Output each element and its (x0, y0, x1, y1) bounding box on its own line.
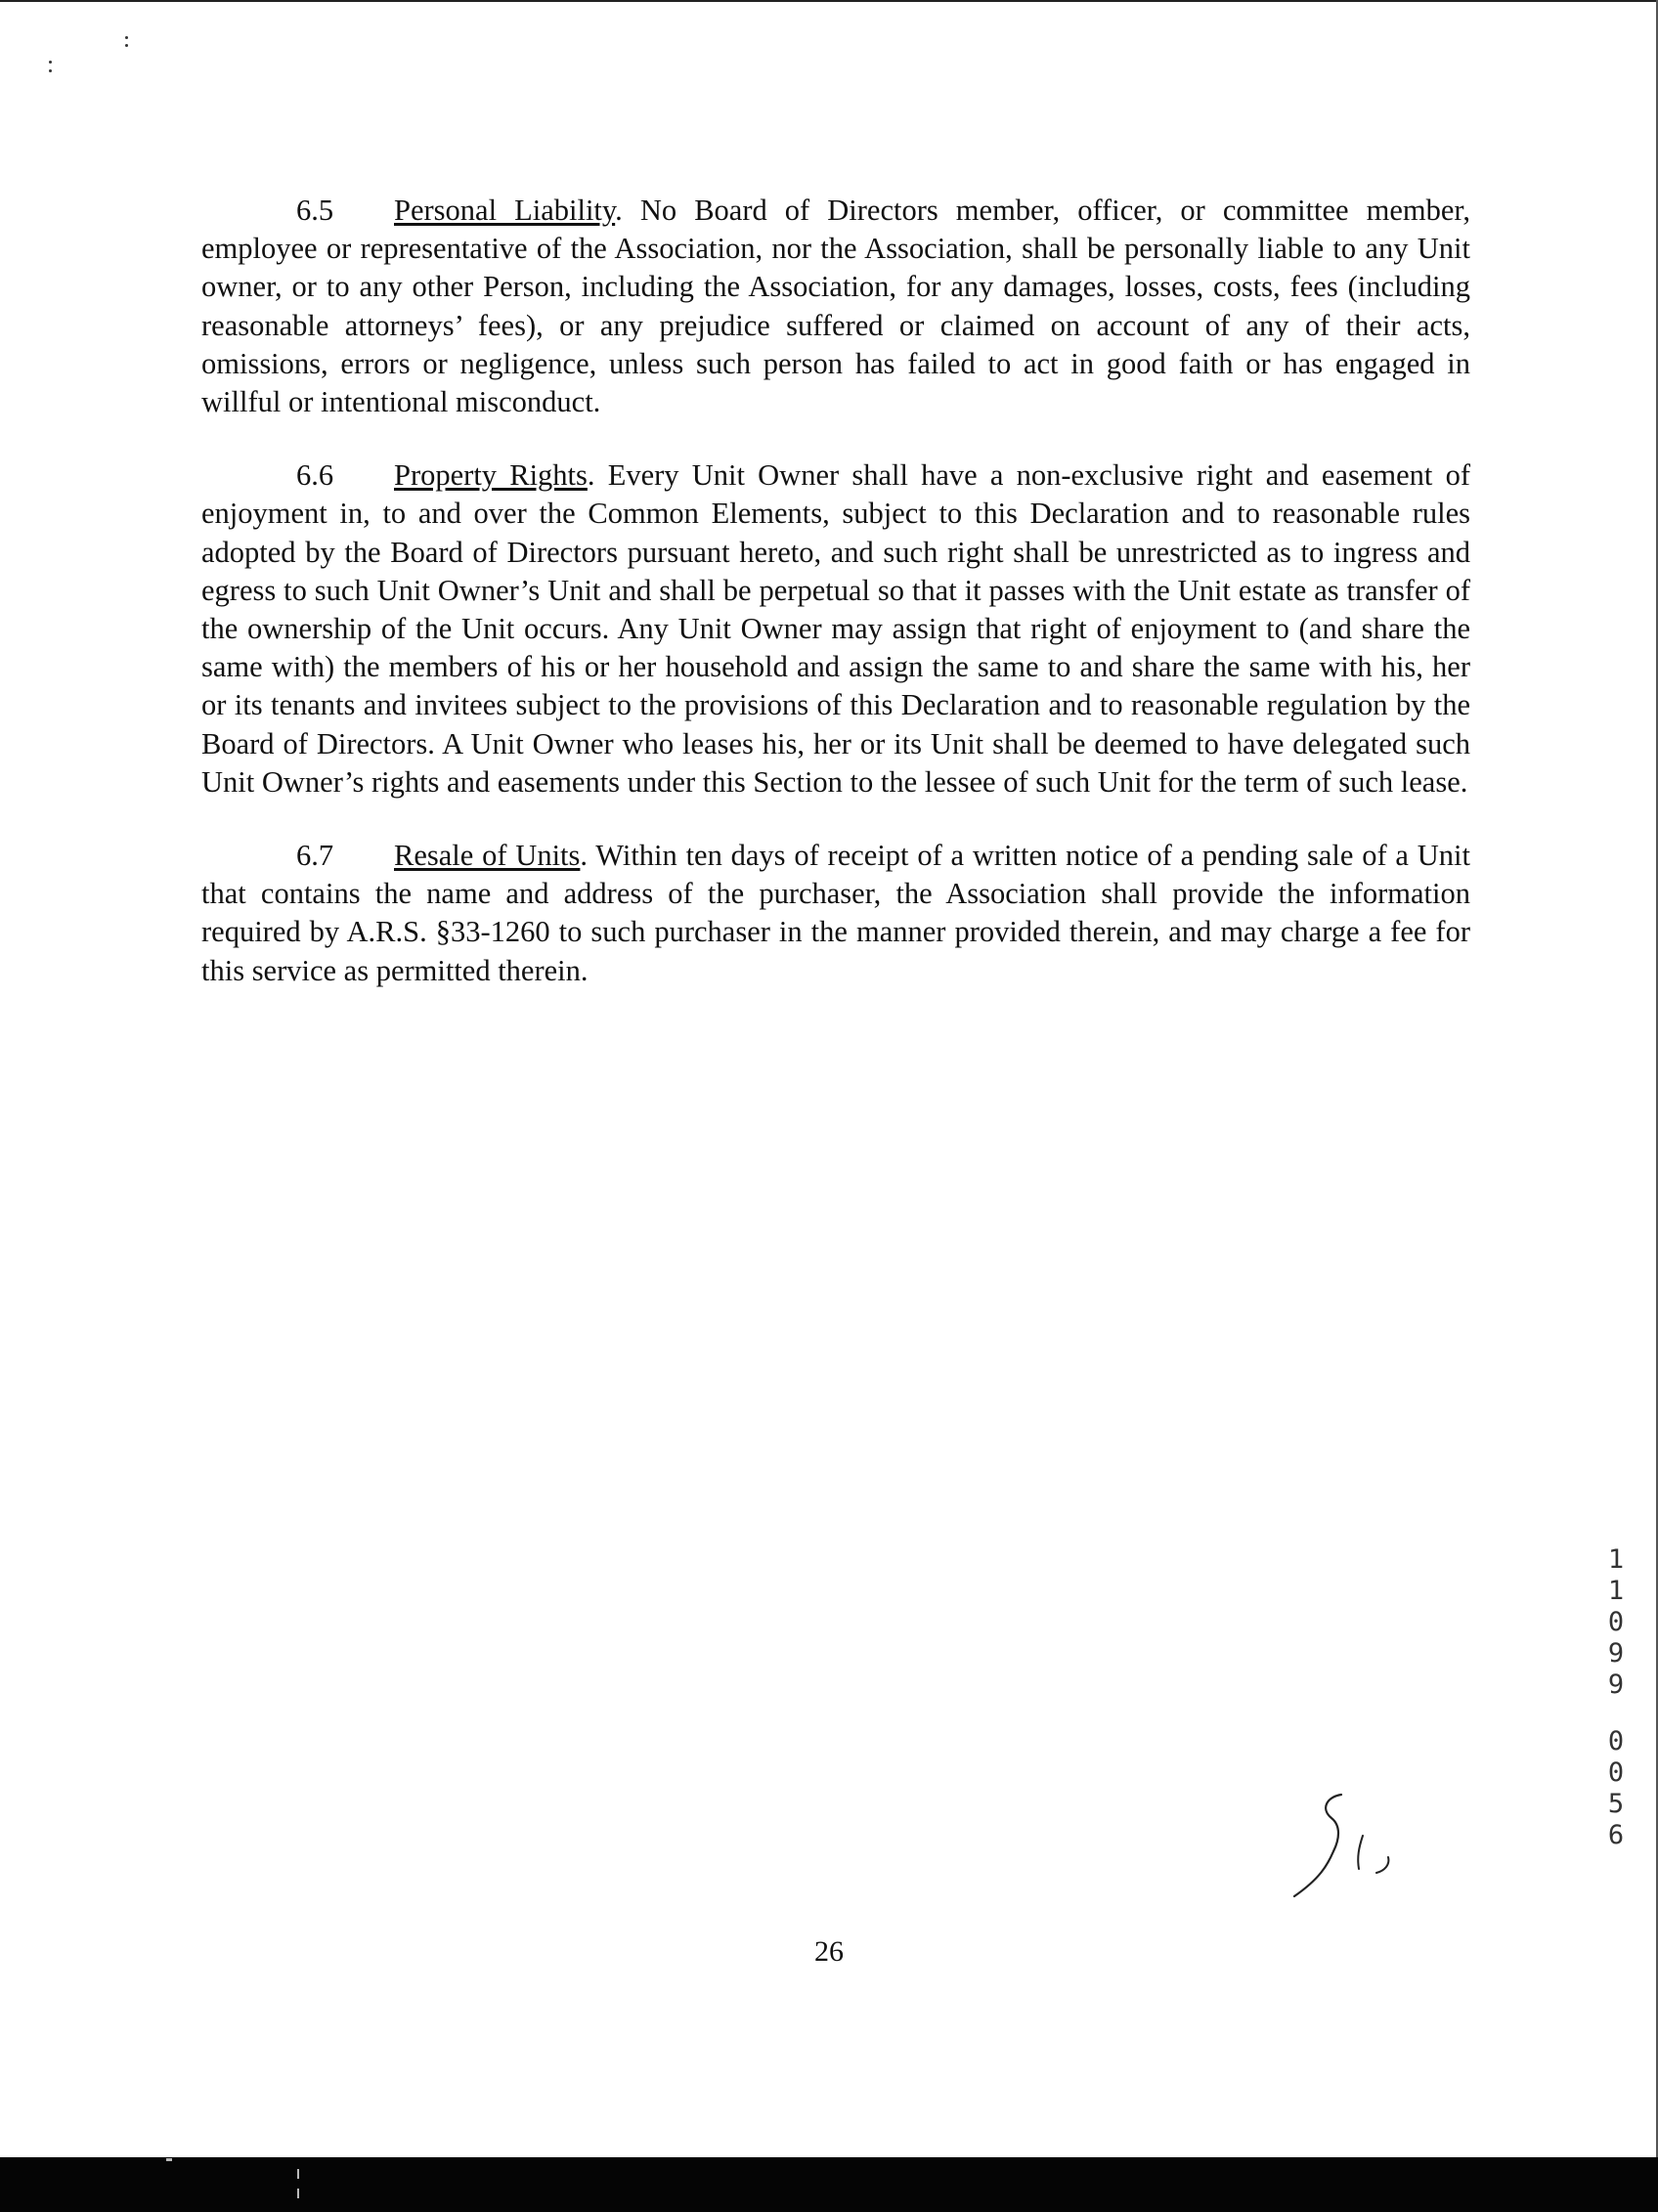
stamp-gap (1601, 1701, 1631, 1726)
scan-artifact (166, 2158, 172, 2161)
scan-artifact (297, 2169, 299, 2179)
section-number: 6.5 (296, 194, 334, 227)
scan-speck (125, 36, 128, 39)
scan-bottom-edge (0, 2157, 1658, 2212)
stamp-digit: 0 (1607, 1757, 1625, 1788)
section-text: . Within ten days of receipt of a written notice of a pending sale of a Unit that contains the name and address of the purchaser, the Association shall provide the information required by A.R.S. §33-1260 to such purchaser in the manner provided therein, and may charge a fee for this service as permitted therein. (201, 839, 1470, 987)
section-heading: Personal Liability (394, 194, 616, 227)
section-number: 6.6 (296, 458, 334, 493)
stamp-digit: 0 (1607, 1726, 1625, 1757)
paragraph-6-7 (201, 837, 1470, 990)
stamp-digit: 9 (1607, 1638, 1625, 1669)
page-number: 26 (814, 1935, 844, 1968)
recording-stamp (1601, 1544, 1631, 1851)
document-body (201, 192, 1470, 1025)
scan-top-edge (0, 0, 1658, 2)
scan-speck (49, 61, 52, 64)
paragraph-6-6 (201, 456, 1470, 802)
stamp-digit: 0 (1607, 1607, 1625, 1637)
section-heading: Property Rights (394, 458, 588, 493)
section-heading: Resale of Units (394, 839, 581, 873)
scan-speck (49, 69, 52, 72)
handwritten-initials (1290, 1789, 1418, 1901)
section-text: . No Board of Directors member, officer, or committee member, employee or representative of the Association, nor the Association, shall be personally liable to any Unit owner, or to any other Person, including the Association, for any damages, losses, costs, fees (including reasonable attorneys’ fees), or any prejudice suffered or claimed on account of any of their acts, omissions, errors or negligence, unless such person has failed to act in good faith or has engaged in willful or intentional misconduct. (201, 194, 1470, 419)
section-number: 6.7 (296, 839, 334, 873)
stamp-digit: 9 (1607, 1670, 1625, 1700)
stamp-digit: 5 (1607, 1789, 1625, 1819)
section-text: . Every Unit Owner shall have a non-exclusive right and easement of enjoyment in, to and over the Common Elements, subject to this Declaration and to reasonable rules adopted by the Board of Directors pursuant hereto, and such right shall be unrestricted as to ingress and egress to such Unit Owner’s Unit and shall be perpetual so that it passes with the Unit estate as transfer of the ownership of the Unit occurs. Any Unit Owner may assign that right of enjoyment to (and share the same with) the members of his or her household and assign the same to and share the same with his, her or its tenants and invitees subject to the provisions of this Declaration and to reasonable regulation by the Board of Directors. A Unit Owner who leases his, her or its Unit shall be deemed to have delegated such Unit Owner’s rights and easements under this Section to the lessee of such Unit for the term of such lease. (201, 458, 1470, 799)
stamp-digit: 1 (1607, 1544, 1625, 1575)
paragraph-6-5 (201, 192, 1470, 421)
stamp-digit: 6 (1607, 1820, 1625, 1850)
stamp-digit: 1 (1607, 1576, 1625, 1606)
scan-speck (125, 44, 128, 47)
scan-artifact (297, 2189, 299, 2198)
